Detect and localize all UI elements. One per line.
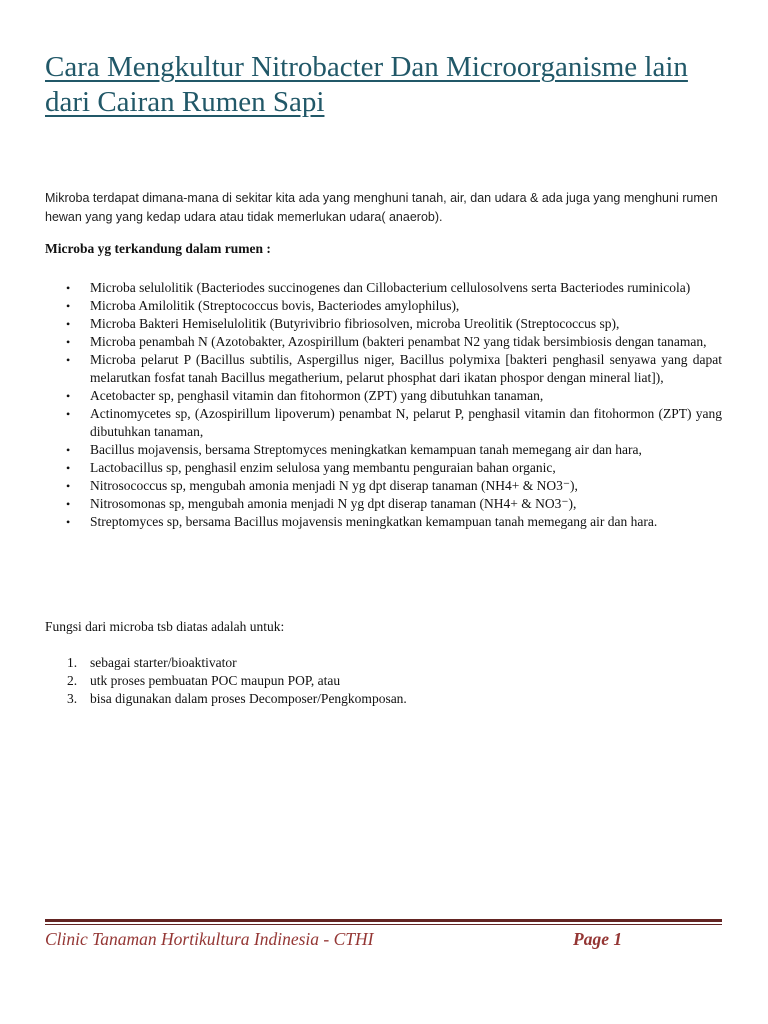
bullet-icon: • [66,407,71,421]
bullet-icon: • [66,479,71,493]
list-item-text: Microba selulolitik (Bacteriodes succinogenes dan Cillobacterium cellulosolvens serta Bacteriodes ruminicola) [90,280,691,295]
list-item [45,405,722,441]
bullet-icon: • [66,389,71,403]
footer-organization: Clinic Tanaman Hortikultura Indinesia - CTHI [45,929,374,949]
bullet-icon: • [66,515,71,529]
list-item-text: Lactobacillus sp, penghasil enzim selulosa yang membantu penguraian bahan organic, [90,460,556,475]
list-item-text: Streptomyces sp, bersama Bacillus mojavensis meningkatkan kemampuan tanah memegang air dan hara. [90,514,658,529]
list-item [45,387,722,405]
list-item [45,513,722,531]
list-item [45,654,722,672]
list-item-text: Microba penambah N (Azotobakter, Azospirillum (bakteri penambat N2 yang tidak bersimbiosis dengan tanaman, [90,334,707,349]
list-item [45,672,722,690]
bullet-icon: • [66,299,71,313]
bullet-icon: • [66,281,71,295]
list-item [45,297,722,315]
list-item-text: utk proses pembuatan POC maupun POP, atau [90,673,341,688]
list-item [45,351,722,387]
footer-page-number: Page 1 [573,929,623,949]
bullet-icon: • [66,461,71,475]
list-item-text: Microba pelarut P (Bacillus subtilis, Aspergillus niger, Bacillus polymixa [bakteri penghasil senyawa yang dapat melarutkan fosfat tanah Bacillus megatherium, pelarut phosphat dari ikatan phospor dengan mineral liat]), [90,352,722,385]
list-item [45,477,722,495]
list-number: 1. [67,655,78,670]
list-item-text: Bacillus mojavensis, bersama Streptomyces meningkatkan kemampuan tanah memegang air dan hara, [90,442,642,457]
list-item [45,441,722,459]
list-item-text: sebagai starter/bioaktivator [90,655,237,670]
footer-divider [45,919,722,922]
bullet-icon: • [66,353,71,367]
list-item [45,690,722,708]
list-item-text: Nitrosomonas sp, mengubah amonia menjadi N yg dpt diserap tanaman (NH4+ & NO3⁻), [90,496,577,511]
footer-divider-thin [45,924,722,925]
bullet-icon: • [66,443,71,457]
list-item [45,459,722,477]
bullet-icon: • [66,497,71,511]
bullet-icon: • [66,335,71,349]
list-item [45,279,722,297]
list-item-text: Acetobacter sp, penghasil vitamin dan fitohormon (ZPT) yang dibutuhkan tanaman, [90,388,544,403]
list-item-text: Microba Bakteri Hemiselulolitik (Butyrivibrio fibriosolven, microba Ureolitik (Streptococcus sp), [90,316,620,331]
list-item-text: Microba Amilolitik (Streptococcus bovis, Bacteriodes amylophilus), [90,298,460,313]
list-item [45,315,722,333]
list-item-text: bisa digunakan dalam proses Decomposer/Pengkomposan. [90,691,407,706]
functions-intro: Fungsi dari microba tsb diatas adalah untuk: [45,619,285,634]
list-item [45,495,722,513]
bullet-icon: • [66,317,71,331]
microbe-list [45,279,722,531]
list-item-text: Nitrosococcus sp, mengubah amonia menjadi N yg dpt diserap tanaman (NH4+ & NO3⁻), [90,478,578,493]
list-item-text: Actinomycetes sp, (Azospirillum lipoverum) penambat N, pelarut P, penghasil vitamin dan fitohormon (ZPT) yang dibutuhkan tanaman, [90,406,722,439]
list-item [45,333,722,351]
intro-paragraph: Mikroba terdapat dimana-mana di sekitar kita ada yang menghuni tanah, air, dan udara & ada juga yang menghuni rumen hewan yang yang kedap udara atau tidak memerlukan udara( anaerob). [45,191,718,224]
section-subheading: Microba yg terkandung dalam rumen : [45,241,271,256]
functions-list [45,654,722,708]
document-title: Cara Mengkultur Nitrobacter Dan Microorganisme lain dari Cairan Rumen Sapi [45,51,688,118]
list-number: 3. [67,691,78,706]
list-number: 2. [67,673,78,688]
